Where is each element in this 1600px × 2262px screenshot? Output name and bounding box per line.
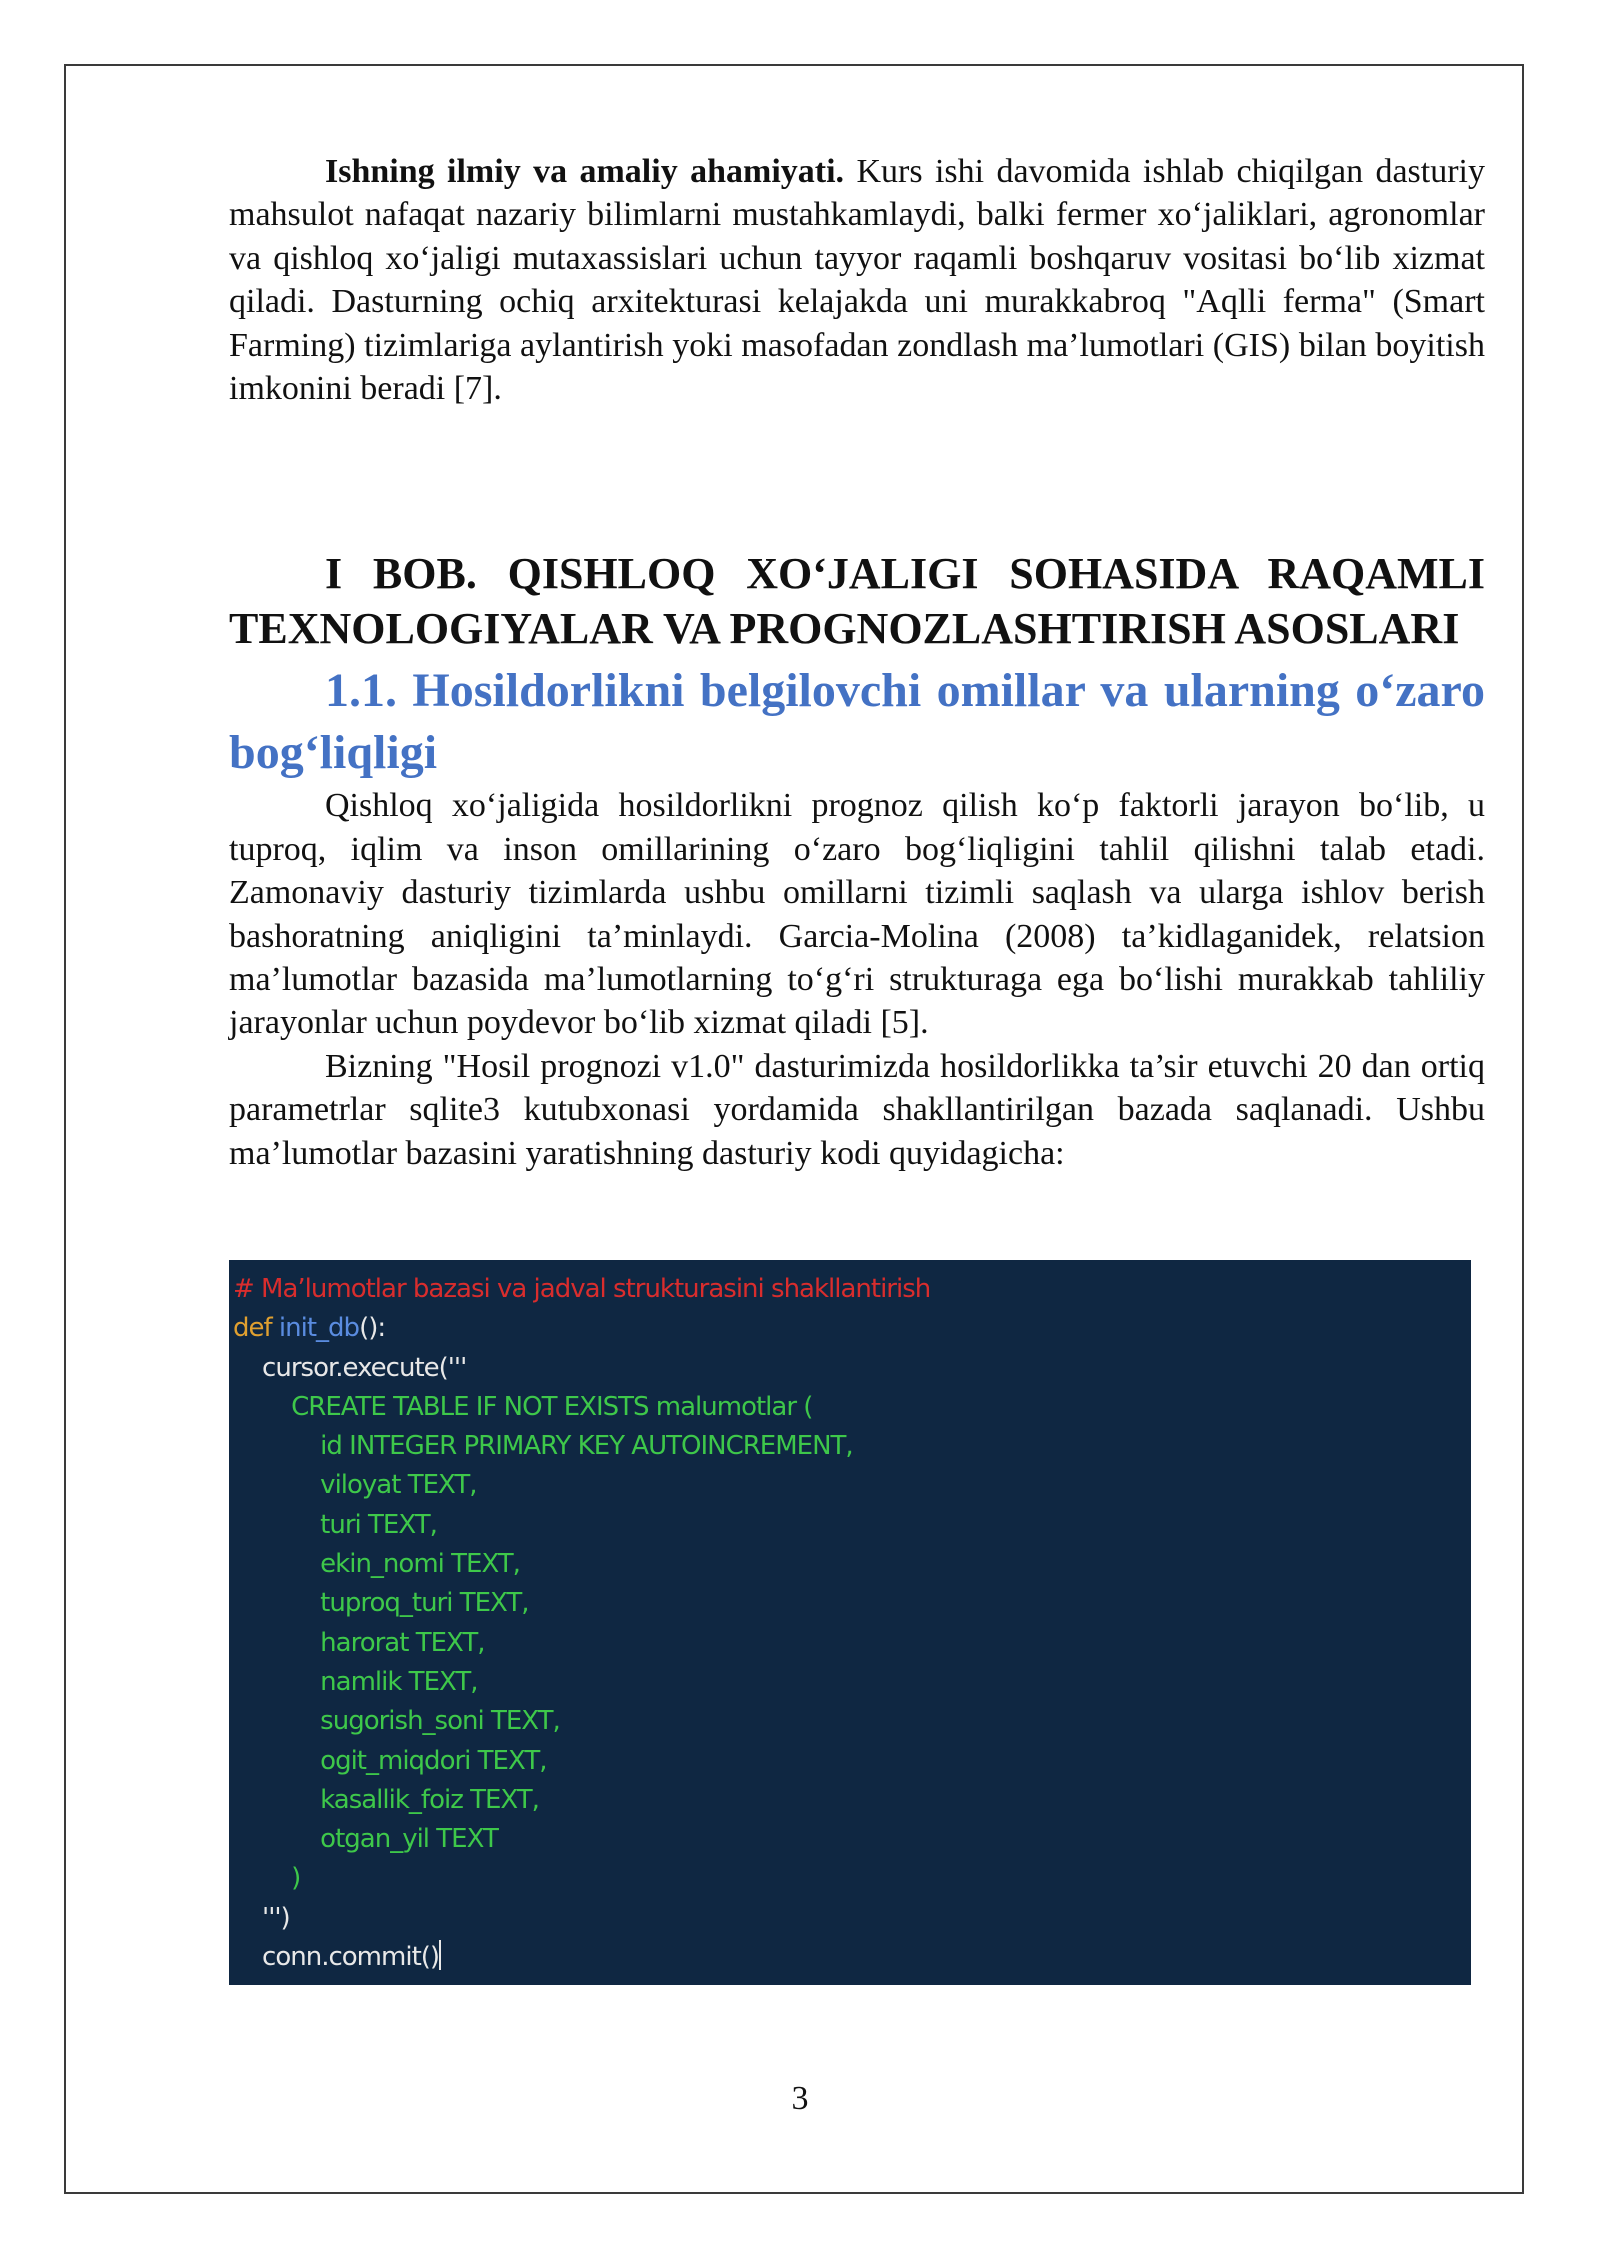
code-comment: # Ma’lumotlar bazasi va jadval strukturasini shakllantirish xyxy=(233,1274,931,1304)
code-column-line: namlik TEXT, xyxy=(233,1666,478,1697)
text-cursor xyxy=(439,1940,441,1970)
page-number: 3 xyxy=(791,2080,809,2117)
code-column-line: viloyat TEXT, xyxy=(233,1470,477,1501)
code-column-line: harorat TEXT, xyxy=(233,1627,485,1658)
code-screenshot xyxy=(229,1260,1471,1985)
body-paragraph-1: Qishloq xo‘jaligida hosildorlikni prognoz qilish ko‘p faktorli jarayon bo‘lib, u tuproq, iqlim va inson omillarining o‘zaro bog‘liqligini tahlil qilishni talab etadi. Zamonaviy dasturiy tizimlarda ushbu omillarni tizimli saqlash va ularga ishlov berish bashoratning aniqligini ta’minlaydi. Garcia-Molina (2008) ta’kidlaganidek, relatsion ma’lumotlar bazasida ma’lumotlarning to‘g‘ri strukturaga ega bo‘lishi murakkab tahliliy jarayonlar uchun poydevor bo‘lib xizmat qiladi [5]. xyxy=(229,787,1485,1042)
code-def-keyword: def xyxy=(233,1313,272,1344)
code-column-line: sugorish_soni TEXT, xyxy=(233,1706,560,1737)
code-column-line: turi TEXT, xyxy=(233,1509,437,1540)
body-paragraph-2: Bizning "Hosil prognozi v1.0" dasturimizda hosildorlikka ta’sir etuvchi 20 dan ortiq parametrlar sqlite3 kutubxonasi yordamida shakllantirilgan bazada saqlanadi. Ushbu ma’lumotlar bazasini yaratishning dasturiy kodi quyidagicha: xyxy=(229,1047,1485,1172)
code-execute-line: cursor.execute(''' xyxy=(233,1352,467,1383)
document-body xyxy=(229,150,1485,1175)
code-create-line: CREATE TABLE IF NOT EXISTS malumotlar ( xyxy=(233,1391,813,1422)
intro-bold-lead: Ishning ilmiy va amaliy ahamiyati. xyxy=(325,153,845,190)
chapter-title: I BOB. QISHLOQ XO‘JALIGI SOHASIDA RAQAMLI TEXNOLOGIYALAR VA PROGNOZLASHTIRISH ASOSLARI xyxy=(229,549,1485,654)
code-func-name: init_db xyxy=(278,1313,360,1344)
code-def-line xyxy=(233,1309,1471,1348)
code-commit-text: conn.commit() xyxy=(233,1942,440,1973)
code-commit-line xyxy=(233,1938,1471,1977)
code-close-exec: ''') xyxy=(233,1902,290,1933)
code-column-line: id INTEGER PRIMARY KEY AUTOINCREMENT, xyxy=(233,1431,853,1462)
section-title-text: 1.1. Hosildorlikni belgilovchi omillar va ularning o‘zaro bog‘liqligi xyxy=(229,664,1485,780)
code-close-paren: ) xyxy=(233,1863,301,1894)
code-func-parens: (): xyxy=(359,1313,386,1344)
code-column-line: ekin_nomi TEXT, xyxy=(233,1549,520,1580)
code-column-line: kasallik_foiz TEXT, xyxy=(233,1784,539,1815)
code-column-line: tuproq_turi TEXT, xyxy=(233,1588,529,1619)
section-title xyxy=(229,660,1485,784)
code-column-line: otgan_yil TEXT xyxy=(233,1824,498,1855)
intro-paragraph xyxy=(229,150,1485,410)
intro-text: Kurs ishi davomida ishlab chiqilgan dasturiy mahsulot nafaqat nazariy bilimlarni mustahkamlaydi, balki fermer xo‘jaliklari, agronomlar va qishloq xo‘jaligi mutaxassislari uchun tayyor raqamli boshqaruv vositasi bo‘lib xizmat qiladi. Dasturning ochiq arxitekturasi kelajakda uni murakkabroq "Aqlli ferma" (Smart Farming) tizimlariga aylantirish yoki masofadan zondlash ma’lumotlari (GIS) bilan boyitish imkonini beradi [7]. xyxy=(229,153,1485,408)
code-column-line: ogit_miqdori TEXT, xyxy=(233,1745,547,1776)
